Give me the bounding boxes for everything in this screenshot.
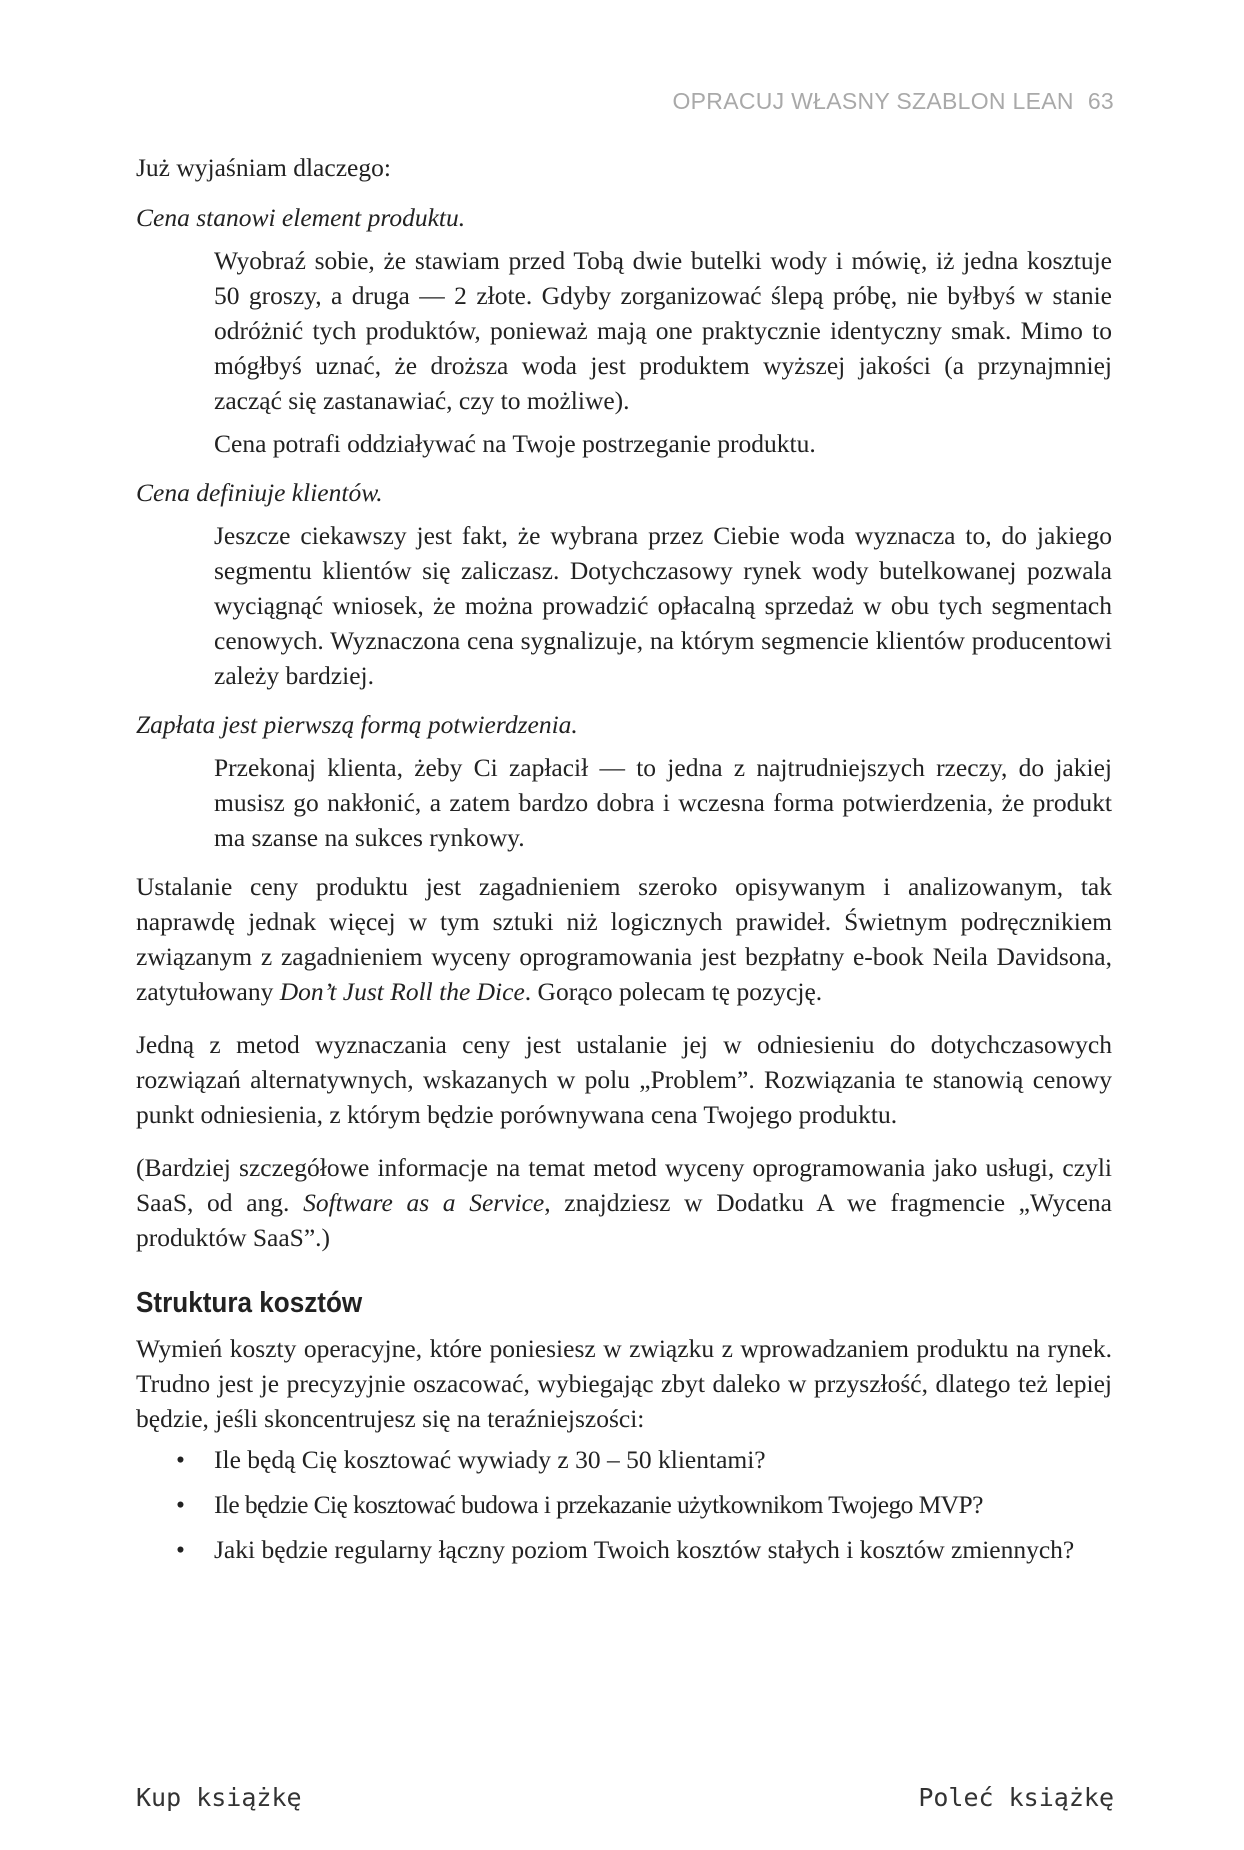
term-description bbox=[136, 243, 1112, 461]
running-header-title: OPRACUJ WŁASNY SZABLON LEAN bbox=[672, 88, 1074, 114]
description-paragraph: Wyobraź sobie, że stawiam przed Tobą dwie butelki wody i mówię, iż jedna kosztuje 50 groszy, a druga — 2 złote. Gdyby zorganizować ślepą próbę, nie byłbyś w stanie odróżnić tych produktów, ponieważ mają one praktycznie identyczny smak. Mimo to mógłbyś uznać, że droższa woda jest produktem wyższej jakości (a przynajmniej zacząć się zastanawiać, czy to możliwe). bbox=[214, 246, 1112, 415]
saas-paragraph bbox=[136, 1150, 1112, 1255]
term-description bbox=[136, 750, 1112, 855]
running-header bbox=[672, 88, 1114, 115]
page-number: 63 bbox=[1087, 88, 1114, 114]
list-item bbox=[136, 1487, 1112, 1522]
recommend-book-link[interactable]: Poleć książkę bbox=[918, 1783, 1114, 1812]
description-paragraph: Jeszcze ciekawszy jest fakt, że wybrana przez Ciebie woda wyznacza to, do jakiego segmentu klientów się zaliczasz. Dotychczasowy rynek wody butelkowanej pozwala wyciągnąć wniosek, że można prowadzić opłacalną sprzedaż w obu tych segmentach cenowych. Wyznaczona cena sygnalizuje, na którym segmencie klientów producentowi zależy bardziej. bbox=[214, 521, 1112, 690]
list-item-text: Jaki będzie regularny łączny poziom Twoich kosztów stałych i kosztów zmiennych? bbox=[214, 1535, 1075, 1564]
paragraph-text: , znajdziesz w Dodatku A we fragmencie „Wycena produktów SaaS”.) bbox=[136, 1188, 1112, 1252]
bullet-icon: • bbox=[176, 1490, 185, 1519]
description-paragraph: Cena potrafi oddziaływać na Twoje postrzeganie produktu. bbox=[214, 429, 816, 458]
list-item bbox=[136, 1442, 1112, 1477]
term-price-defines-customers: Cena definiuje klientów. bbox=[136, 478, 383, 507]
book-title-italic: Don’t Just Roll the Dice bbox=[279, 977, 525, 1006]
bullet-icon: • bbox=[176, 1535, 185, 1564]
bullet-list bbox=[136, 1442, 1112, 1567]
description-paragraph: Przekonaj klienta, żeby Ci zapłacił — to jedna z najtrudniejszych rzeczy, do jakiej musisz go nakłonić, a zatem bardzo dobra i wczesna forma potwierdzenia, że produkt ma szanse na sukces rynkowy. bbox=[214, 753, 1112, 852]
list-item bbox=[136, 1532, 1112, 1567]
section-intro: Wymień koszty operacyjne, które poniesiesz w związku z wprowadzaniem produktu na rynek. Trudno jest je precyzyjnie oszacować, wybiegając zbyt daleko w przyszłość, dlatego też lepiej będzie, jeśli skoncentrujesz się na teraźniejszości: bbox=[136, 1334, 1112, 1433]
term-price-element: Cena stanowi element produktu. bbox=[136, 203, 466, 232]
page-content bbox=[136, 150, 1112, 1577]
paragraph-text: Ustalanie ceny produktu jest zagadnieniem szeroko opisywanym i analizowanym, tak naprawdę jednak więcej w tym sztuki niż logicznych prawideł. Świetnym podręcznikiem związanym z zagadnieniem wyceny oprogramowania jest bezpłatny e-book Neila Davidsona, zatytułowany bbox=[136, 872, 1112, 1006]
pricing-paragraph bbox=[136, 869, 1112, 1009]
paragraph-text: . Gorąco polecam tę pozycję. bbox=[524, 977, 823, 1006]
list-item-text: Ile będzie Cię kosztować budowa i przekazanie użytkownikom Twojego MVP? bbox=[214, 1490, 983, 1519]
list-item-text: Ile będą Cię kosztować wywiady z 30 – 50 klientami? bbox=[214, 1445, 766, 1474]
saas-term-italic: Software as a Service bbox=[303, 1188, 545, 1217]
bullet-icon: • bbox=[176, 1445, 185, 1474]
method-paragraph: Jedną z metod wyznaczania ceny jest ustalanie jej w odniesieniu do dotychczasowych rozwiązań alternatywnych, wskazanych w polu „Problem”. Rozwiązania te stanowią cenowy punkt odniesienia, z którym będzie porównywana cena Twojego produktu. bbox=[136, 1030, 1112, 1129]
term-description bbox=[136, 518, 1112, 693]
buy-book-link[interactable]: Kup książkę bbox=[136, 1783, 302, 1812]
intro-line: Już wyjaśniam dlaczego: bbox=[136, 153, 391, 182]
term-payment-validation: Zapłata jest pierwszą formą potwierdzenia. bbox=[136, 710, 578, 739]
paragraph-text: (Bardziej szczegółowe informacje na temat metod wyceny oprogramowania jako usługi, czyli SaaS, od ang. bbox=[136, 1153, 1112, 1217]
section-heading: Struktura kosztów bbox=[136, 1287, 363, 1319]
